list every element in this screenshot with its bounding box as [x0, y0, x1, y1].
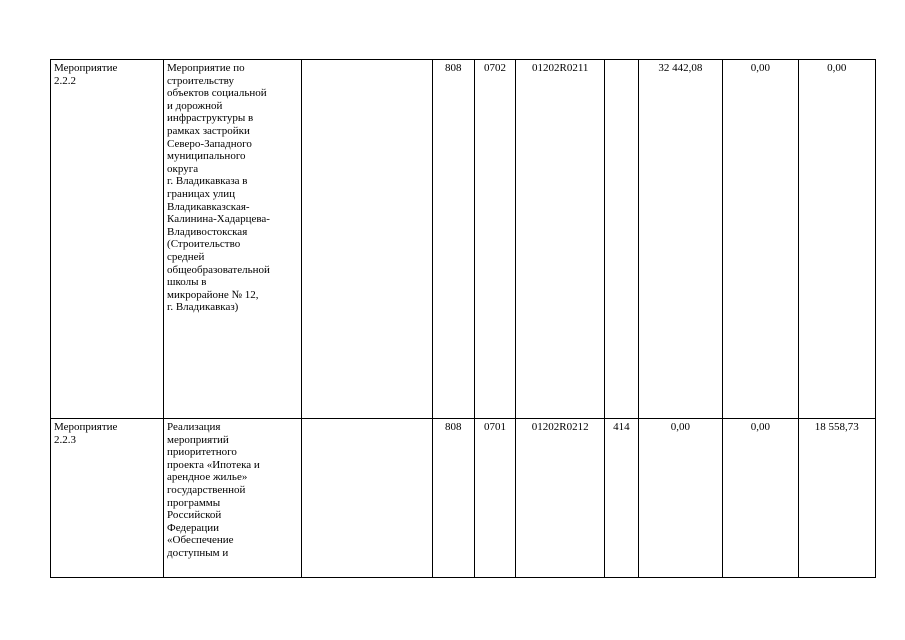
amount-year1-cell: 0,00: [638, 419, 723, 578]
vr-cell: [605, 60, 639, 419]
event-name: Мероприятие 2.2.2: [54, 62, 118, 87]
csr-cell: 01202R0211: [516, 60, 605, 419]
grbs-cell: 808: [432, 419, 474, 578]
event-name-cell: [51, 419, 164, 578]
amount-year3-cell: 0,00: [798, 60, 875, 419]
executor-cell: [301, 419, 432, 578]
amount-year3-cell: 18 558,73: [798, 419, 875, 578]
budget-table: [50, 59, 876, 578]
rzpr-cell: 0701: [474, 419, 516, 578]
executor-cell: [301, 60, 432, 419]
amount-year2-cell: 0,00: [723, 419, 798, 578]
grbs-cell: 808: [432, 60, 474, 419]
event-name-cell: [51, 60, 164, 419]
amount-year2-cell: 0,00: [723, 60, 798, 419]
vr-cell: 414: [605, 419, 639, 578]
event-description: Реализация мероприятий приоритетного проекта «Ипотека и арендное жилье» государственной программы Российской Федерации «Обеспечение доступным и: [167, 421, 260, 559]
table-row: [51, 60, 876, 419]
rzpr-cell: 0702: [474, 60, 516, 419]
event-description-cell: [164, 60, 302, 419]
table-row: [51, 419, 876, 578]
event-description: Мероприятие по строительству объектов социальной и дорожной инфраструктуры в рамках застройки Северо-Западного муниципального округа г. Владикавказа в границах улиц Владикавказская- Калинина-Хадарцева- Владивостокская (Строительство средней общеобразовательной школы в микрорайоне № 12, г. Владикавказ): [167, 62, 270, 314]
amount-year1-cell: 32 442,08: [638, 60, 723, 419]
event-name: Мероприятие 2.2.3: [54, 421, 118, 446]
event-description-cell: [164, 419, 302, 578]
csr-cell: 01202R0212: [516, 419, 605, 578]
